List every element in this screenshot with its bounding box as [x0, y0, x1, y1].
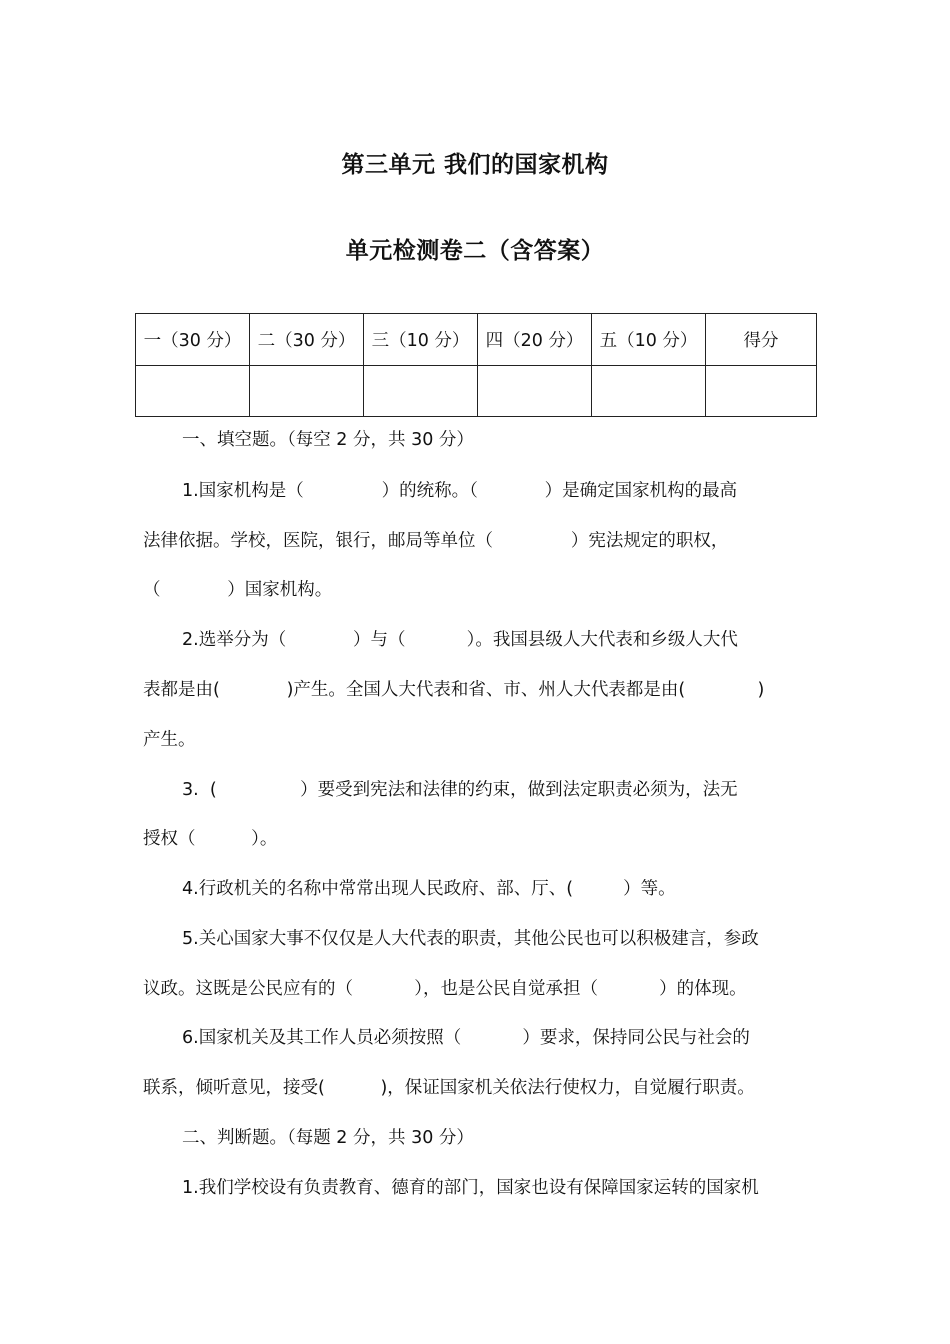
- score-header-cell: 三（10 分）: [364, 314, 478, 366]
- question-line: 6.国家机关及其工作人员必须按照（ ）要求，保持同公民与社会的: [182, 1028, 750, 1048]
- question-line: 法律依据。学校，医院，银行，邮局等单位（ ）宪法规定的职权，: [143, 531, 729, 551]
- question-line: 4.行政机关的名称中常常出现人民政府、部、厅、( ）等。: [182, 879, 676, 899]
- question-line: 产生。: [143, 730, 196, 750]
- score-cell: [706, 366, 817, 417]
- question-line: 联系，倾听意见，接受( )，保证国家机关依法行使权力，自觉履行职责。: [143, 1078, 755, 1098]
- question-line: 授权（ ）。: [143, 829, 278, 849]
- question-line: 1.国家机构是（ ）的统称。（ ）是确定国家机构的最高: [182, 481, 738, 501]
- section-heading-fill-in: 一、填空题。（每空 2 分，共 30 分）: [182, 430, 474, 450]
- score-header-cell: 五（10 分）: [592, 314, 706, 366]
- question-line: 议政。这既是公民应有的（ ），也是公民自觉承担（ ）的体现。: [143, 979, 747, 999]
- score-cell: [478, 366, 592, 417]
- score-table: [135, 313, 817, 417]
- score-header-cell: 四（20 分）: [478, 314, 592, 366]
- document-title: 第三单元 我们的国家机构: [341, 152, 609, 178]
- section-heading-true-false: 二、判断题。（每题 2 分，共 30 分）: [182, 1128, 474, 1148]
- document-subtitle: 单元检测卷二（含答案）: [345, 238, 605, 264]
- question-line: （ ）国家机构。: [143, 580, 333, 600]
- question-line: 表都是由( )产生。全国人大代表和省、市、州人大代表都是由( ): [143, 680, 765, 700]
- question-line: 1.我们学校设有负责教育、德育的部门，国家也设有保障国家运转的国家机: [182, 1178, 759, 1198]
- score-cell: [364, 366, 478, 417]
- score-header-cell: 一（30 分）: [136, 314, 250, 366]
- score-cell: [136, 366, 250, 417]
- question-line: 5.关心国家大事不仅仅是人大代表的职责，其他公民也可以积极建言，参政: [182, 929, 759, 949]
- score-header-cell: 二（30 分）: [250, 314, 364, 366]
- score-header-cell: 得分: [706, 314, 817, 366]
- score-cell: [592, 366, 706, 417]
- question-line: 3. ( ）要受到宪法和法律的约束，做到法定职责必须为，法无: [182, 780, 738, 800]
- score-cell: [250, 366, 364, 417]
- question-line: 2.选举分为（ ）与（ ）。我国县级人大代表和乡级人大代: [182, 630, 738, 650]
